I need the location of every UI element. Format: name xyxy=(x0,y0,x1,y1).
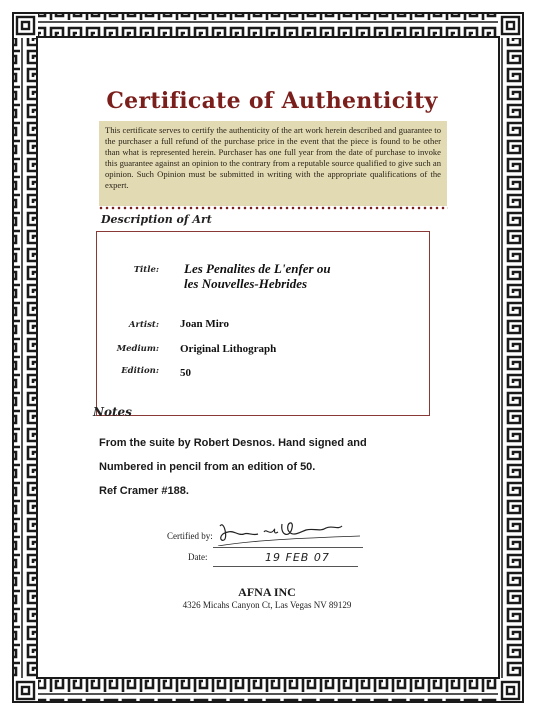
title-label: Title: xyxy=(133,265,159,275)
authenticity-guarantee-text: This certificate serves to certify the authenticity of the art work herein described and guarantee to the purchaser a full refund of the purchase price in the event that the piece is found to be other than what is represented herein. Purchaser has one full year from the date of purchase to invoke this guarantee against an opinion to the contrary from a reputable source qualified to give such an opinion. Such Opinion must be submitted in writing with the appropriate qualifications of the expert. xyxy=(99,121,447,206)
company-address: 4326 Micahs Canyon Ct, Las Vegas NV 89129 xyxy=(182,600,352,610)
artist-value: Joan Miro xyxy=(180,318,229,330)
medium-value: Original Lithograph xyxy=(180,343,277,355)
dotted-divider xyxy=(98,206,448,210)
company-name: AFNA INC xyxy=(238,585,296,599)
certified-by-label: Certified by: xyxy=(167,531,213,541)
notes-line: From the suite by Robert Desnos. Hand signed and xyxy=(99,437,367,449)
medium-label: Medium: xyxy=(116,344,159,354)
notes-heading: Notes xyxy=(93,405,132,419)
edition-value: 50 xyxy=(180,367,191,379)
edition-label: Edition: xyxy=(121,366,159,376)
notes-line: Numbered in pencil from an edition of 50. xyxy=(99,461,316,473)
certificate-title: Certificate of Authenticity xyxy=(106,88,438,114)
date-label: Date: xyxy=(188,552,208,562)
date-value: 19 FEB 07 xyxy=(265,551,330,564)
title-value: Les Penalites de L'enfer ou les Nouvelles-Hebrides xyxy=(184,261,331,291)
artist-label: Artist: xyxy=(128,320,159,330)
description-box xyxy=(96,231,430,416)
notes-line: Ref Cramer #188. xyxy=(99,485,189,497)
signature-line xyxy=(213,547,363,548)
date-line xyxy=(213,566,358,567)
handwritten-signature xyxy=(214,516,364,546)
description-heading: Description of Art xyxy=(101,213,212,226)
